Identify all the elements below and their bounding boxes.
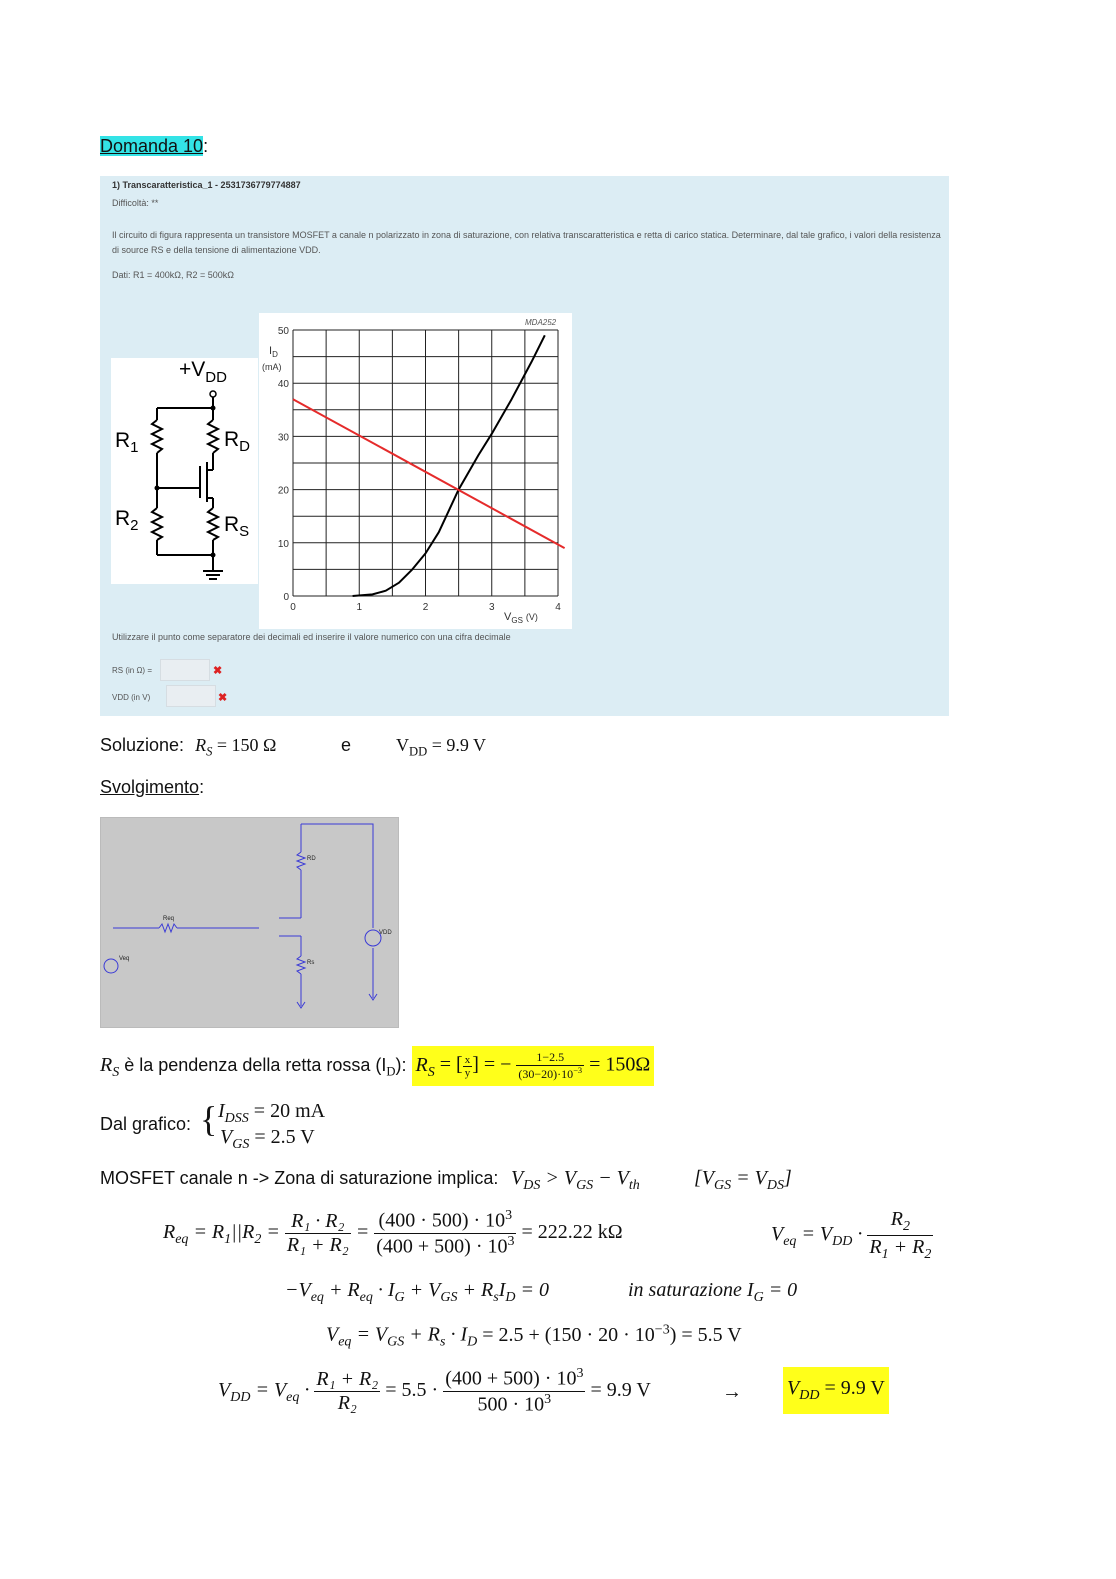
question-text: Il circuito di figura rappresenta un transistore MOSFET a canale n polarizzato in zona di saturazione, con relativa transcaratteristica e retta di carico statica. Determinare, dal tale grafico, i valori della resistenza di source RS e della tensione di alimentazione VDD.	[112, 230, 941, 255]
chart-xlabel: $V_{GS}$ $^{(V)}$	[504, 611, 538, 625]
y-tick-label: 30	[277, 432, 289, 444]
arrow: →	[722, 1381, 742, 1403]
req-equation: $R_{eq} = R_1||R_2$ = $\frac{\text{R₁ · R₂}}{\text{R₁ + R₂}}$ = $\frac{(400 \cdot 500) \cdot 10^3}{(400 + 500) \cdot 10^3}$ = 222.22 kΩ	[163, 1208, 623, 1258]
circuit-diagram	[111, 358, 258, 584]
idss-line: $I_{DSS} = 20$ mA	[218, 1100, 326, 1126]
sim-req-label: Req	[163, 916, 175, 922]
slope-line: $R_S$ è la pendenza della retta rossa $(I_D)$: $R_S$ = [ $\frac{x}{y}$ ] = − $\frac{1-2.5}{(30-20)\cdot 10^{-3}}$ = 150Ω	[100, 1046, 654, 1086]
y-tick-label: 20	[277, 485, 289, 497]
y-tick-label: 40	[277, 379, 289, 391]
transfer-chart	[259, 313, 572, 629]
vgs-line: $V_{GS} = 2.5$ V	[220, 1126, 315, 1152]
rs-field-label: RS (in Ω) =	[112, 666, 152, 675]
kvl-equation: $-V_{eq} + R_{eq} \cdot I_G + V_{GS} + R_sI_D = 0$	[285, 1279, 549, 1305]
vdd-equation: $V_{DD} = V_{eq}$ · $\frac{\text{R₁ + R₂}}{\text{R₂}}$ = 5.5 · $\frac{(400 + 500) \cdot 10^3}{500 \cdot 10^3}$ = 9.9 V	[218, 1366, 651, 1416]
y-tick-label: 50	[277, 326, 289, 337]
rd-label: $R_D$	[224, 428, 251, 455]
solution-vdd: $V_{DD} = 9.9$ V	[396, 735, 487, 759]
question-heading: Domanda 10:	[100, 136, 209, 156]
sim-rs-label: Rs	[307, 960, 315, 966]
solution-and: e	[341, 735, 352, 755]
vdd-result-highlight: $V_{DD} = 9.9$ V	[783, 1367, 889, 1414]
circuit-svg	[111, 358, 258, 584]
solution-line: Soluzione: $R_S = 150$ Ω	[100, 735, 277, 759]
rs-formula-highlight: $R_S$ = [ $\frac{x}{y}$ ] = − $\frac{1-2.5}{(30-20)\cdot 10^{-3}}$ = 150Ω	[412, 1046, 655, 1086]
saturation-condition: $V_{DS} > V_{GS} - V_{th}$	[511, 1167, 640, 1193]
simulation-schematic	[100, 817, 399, 1028]
veq-calc: $V_{eq} = V_{GS} + R_s \cdot I_D = 2.5 + (150 \cdot 20 \cdot 10^{-3}) = 5.5$ V	[326, 1322, 742, 1350]
vdd-field-label: VDD (in V)	[112, 693, 151, 702]
question-data: Dati: R1 = 400kΩ, R2 = 500kΩ	[112, 270, 235, 280]
y-tick-label: 0	[283, 592, 289, 603]
vdd-wrong-icon: ✖	[218, 692, 228, 704]
transfer-curve	[353, 335, 545, 596]
grafico-label: Dal grafico:	[100, 1114, 192, 1134]
svolgimento-label: Svolgimento:	[100, 777, 205, 797]
x-tick-label: 2	[422, 602, 429, 613]
chart-tag: MDA252	[525, 318, 557, 327]
rs-input[interactable]	[160, 659, 210, 681]
x-tick-label: 1	[356, 602, 363, 613]
ig-zero: in saturazione $I_G = 0$	[628, 1279, 798, 1305]
sim-vdd-label: VDD	[379, 930, 392, 936]
question-title: 1) Transcaratteristica_1 - 2531736779774887	[112, 180, 301, 190]
x-tick-label: 4	[555, 602, 561, 613]
vdd-label: $+V_{DD}$	[179, 358, 227, 386]
chart-yunit: (mA)	[262, 362, 282, 372]
question-panel	[100, 176, 949, 716]
x-tick-label: 0	[290, 602, 296, 613]
question-difficulty: Difficoltà: **	[112, 198, 159, 208]
sim-svg	[101, 818, 398, 1027]
sim-rd-label: RD	[307, 856, 316, 862]
rs-wrong-icon: ✖	[213, 665, 223, 677]
y-tick-label: 10	[277, 538, 289, 550]
r2-label: $R_2$	[115, 507, 139, 534]
mosfet-line: MOSFET canale n -> Zona di saturazione implica:	[100, 1168, 499, 1188]
brace: {	[200, 1099, 218, 1139]
chart-ylabel: $I_D$	[269, 345, 278, 359]
sim-veq-label: Veq	[119, 956, 130, 962]
chart-series	[293, 335, 565, 596]
question-number: Domanda 10	[100, 136, 204, 156]
vdd-input[interactable]	[166, 685, 216, 707]
question-instructions: Utilizzare il punto come separatore dei decimali ed inserire il valore numerico con una cifra decimale	[112, 632, 511, 642]
r1-label: $R_1$	[115, 429, 139, 456]
load-line	[293, 399, 565, 548]
veq-equation: $V_{eq} = V_{DD}$ · $\frac{R_2}{R_1 + R_2}$	[771, 1208, 932, 1262]
x-tick-label: 3	[488, 602, 495, 613]
vgs-equals-vds: $[V_{GS} = V_{DS}]$	[694, 1167, 792, 1193]
rs-label: $R_S$	[224, 513, 250, 540]
chart-svg	[259, 313, 572, 629]
chart-grid	[293, 330, 558, 596]
